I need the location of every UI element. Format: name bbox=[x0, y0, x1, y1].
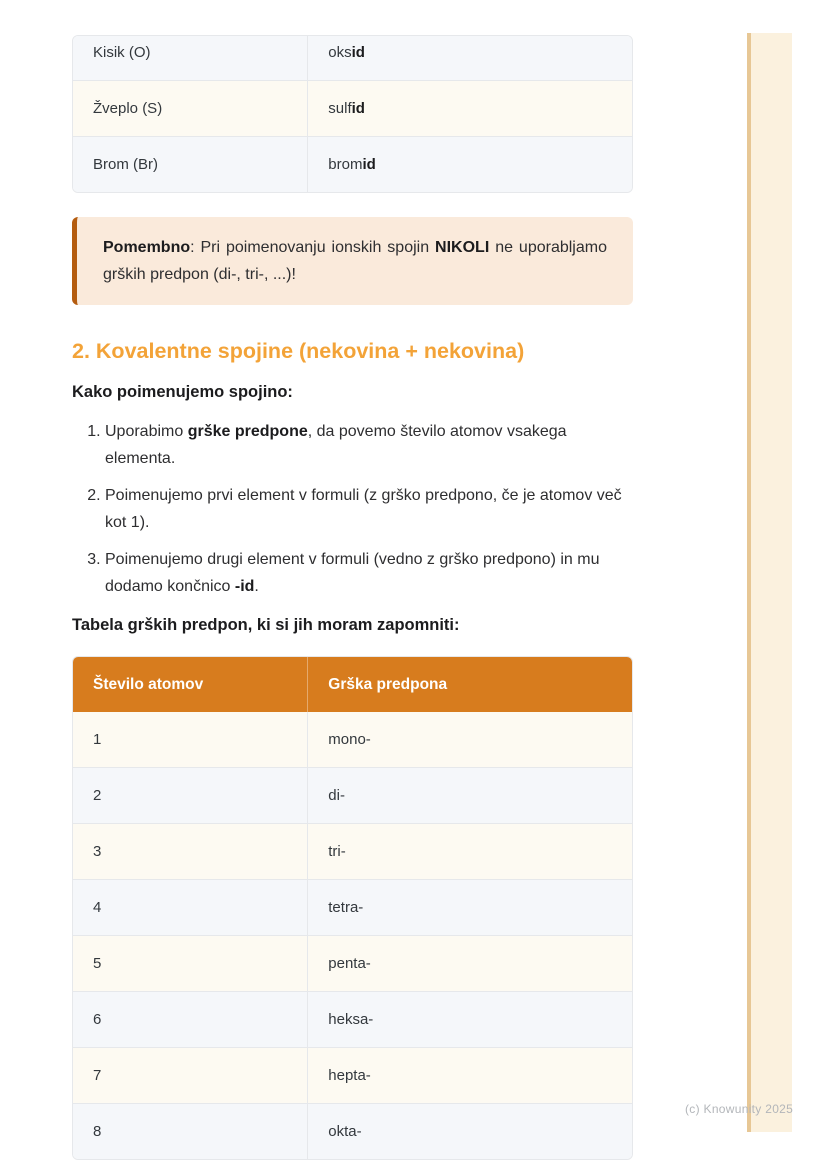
prefix-cell: hepta- bbox=[308, 1048, 632, 1104]
prefix-cell: tri- bbox=[308, 824, 632, 880]
table-row bbox=[73, 880, 632, 936]
table-row bbox=[73, 1048, 632, 1104]
table-row bbox=[73, 1104, 632, 1160]
prefix-cell: tetra- bbox=[308, 880, 632, 936]
suffix-cell: bromid bbox=[308, 137, 632, 193]
atom-count-cell: 2 bbox=[73, 768, 308, 824]
table-row bbox=[73, 824, 632, 880]
column-header-greek-prefix: Grška predpona bbox=[308, 657, 632, 712]
atom-count-cell: 7 bbox=[73, 1048, 308, 1104]
suffix-cell: sulfid bbox=[308, 81, 632, 137]
callout-text: Pomembno: Pri poimenovanju ionskih spojin NIKOLI ne uporabljamo grških predpon (di-, tri-, ...)! bbox=[103, 239, 607, 283]
column-header-atom-count: Število atomov bbox=[73, 657, 308, 712]
list-item: 1. Uporabimo grške predpone, da povemo število atomov vsakega elementa. bbox=[105, 418, 633, 472]
prefix-cell: penta- bbox=[308, 936, 632, 992]
atom-count-cell: 1 bbox=[93, 731, 102, 748]
table-row bbox=[73, 768, 632, 824]
greek-prefix-table bbox=[72, 656, 633, 1160]
table-row bbox=[73, 137, 632, 193]
table-row bbox=[73, 712, 632, 768]
atom-count-cell: 5 bbox=[73, 936, 308, 992]
atom-count-cell: 3 bbox=[73, 824, 308, 880]
table-row bbox=[73, 936, 632, 992]
atom-count-cell: 4 bbox=[73, 880, 308, 936]
important-callout bbox=[72, 217, 633, 305]
page-edge-band bbox=[751, 33, 792, 1132]
table-intro: Tabela grških predpon, ki si jih moram zapomniti: bbox=[72, 616, 460, 634]
element-cell: Žveplo (S) bbox=[73, 81, 308, 137]
prefix-cell: mono- bbox=[308, 712, 632, 768]
page-edge-line bbox=[747, 33, 751, 1132]
table-header-row bbox=[73, 657, 632, 712]
document-content bbox=[72, 35, 633, 1160]
subheading: Kako poimenujemo spojino: bbox=[72, 383, 293, 401]
element-cell: Kisik (O) bbox=[93, 44, 151, 61]
naming-steps-list bbox=[72, 418, 633, 600]
table-row bbox=[73, 992, 632, 1048]
ion-suffix-table bbox=[72, 35, 633, 193]
prefix-cell: okta- bbox=[308, 1104, 632, 1160]
atom-count-cell: 6 bbox=[73, 992, 308, 1048]
section-heading: 2. Kovalentne spojine (nekovina + nekovina) bbox=[72, 339, 525, 363]
suffix-cell: oksid bbox=[308, 36, 632, 81]
prefix-cell: di- bbox=[308, 768, 632, 824]
prefix-cell: heksa- bbox=[308, 992, 632, 1048]
list-item: 3. Poimenujemo drugi element v formuli (vedno z grško predpono) in mu dodamo končnico -id. bbox=[105, 546, 633, 600]
list-item: 2. Poimenujemo prvi element v formuli (z grško predpono, če je atomov več kot 1). bbox=[105, 482, 633, 536]
element-cell: Brom (Br) bbox=[73, 137, 308, 193]
table-row bbox=[73, 81, 632, 137]
table-row bbox=[73, 36, 632, 81]
watermark: (c) Knowunity 2025 bbox=[685, 1102, 794, 1116]
atom-count-cell: 8 bbox=[73, 1104, 308, 1160]
